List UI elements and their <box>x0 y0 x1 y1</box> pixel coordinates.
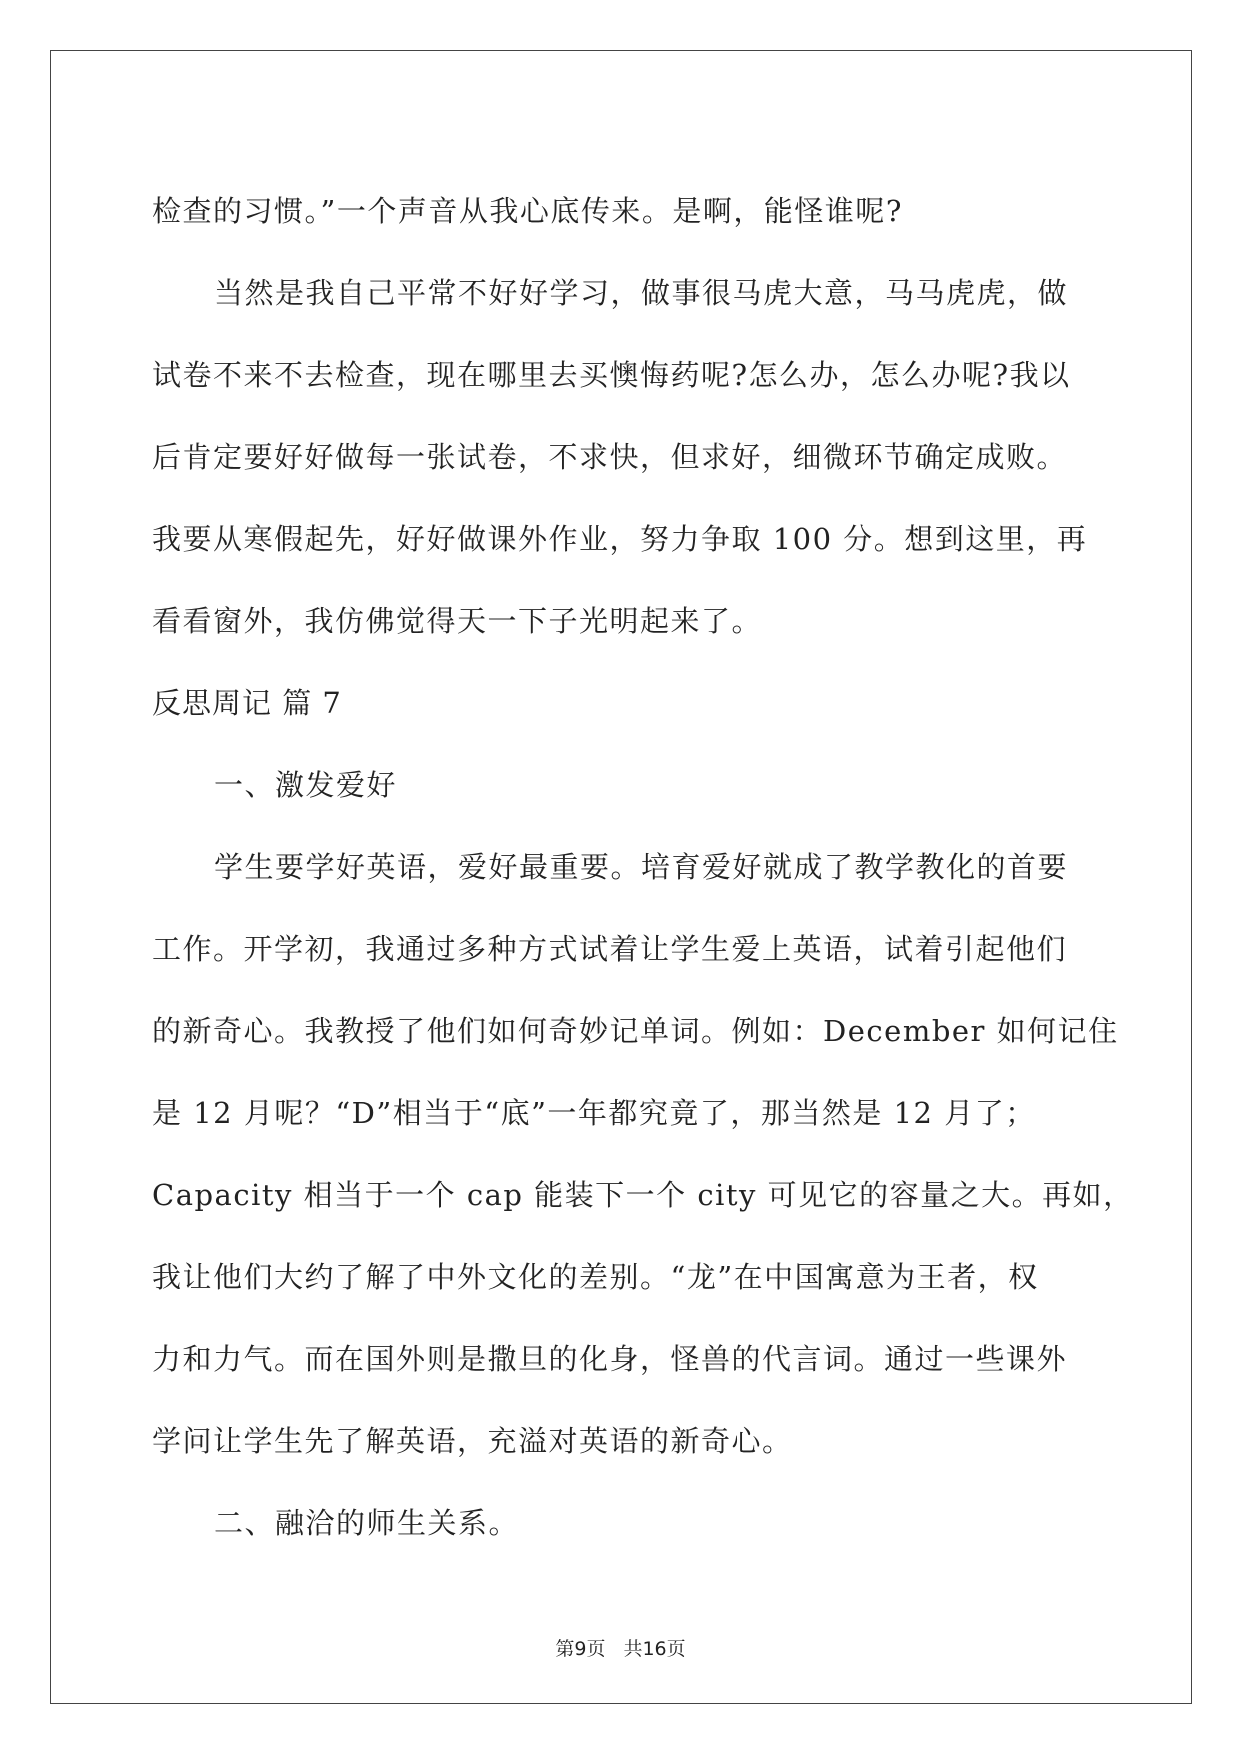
section-heading: 反思周记 篇 7 <box>152 686 342 720</box>
text-line-4: 后肯定要好好做每一张试卷，不求快，但求好，细微环节确定成败。 <box>152 440 1068 474</box>
total-prefix: 共 <box>623 1638 643 1660</box>
text-line-14: 我让他们大约了解了中外文化的差别。“龙”在中国寓意为王者，权 <box>152 1260 1039 1294</box>
text-line-5: 我要从寒假起先，好好做课外作业，努力争取 100 分。想到这里，再 <box>152 522 1088 556</box>
text-line-11: 的新奇心。我教授了他们如何奇妙记单词。例如：December 如何记住 <box>152 1014 1119 1048</box>
text-line-6: 看看窗外，我仿佛觉得天一下子光明起来了。 <box>152 604 763 638</box>
text-line-2: 当然是我自己平常不好好学习，做事很马虎大意，马马虎虎，做 <box>214 276 1069 310</box>
subheading-2: 二、融洽的师生关系。 <box>214 1506 520 1540</box>
text-line-1: 检查的习惯。”一个声音从我心底传来。是啊，能怪谁呢? <box>152 194 903 228</box>
text-line-3: 试卷不来不去检查，现在哪里去买懊悔药呢?怎么办，怎么办呢?我以 <box>152 358 1071 392</box>
page-number: 9 <box>574 1638 587 1660</box>
text-line-16: 学问让学生先了解英语，充溢对英语的新奇心。 <box>152 1424 793 1458</box>
text-line-12: 是 12 月呢？“D”相当于“底”一年都究竟了，那当然是 12 月了； <box>152 1096 1036 1130</box>
text-line-15: 力和力气。而在国外则是撒旦的化身，怪兽的代言词。通过一些课外 <box>152 1342 1068 1376</box>
total-suffix: 页 <box>666 1638 686 1660</box>
subheading-1: 一、激发爱好 <box>214 768 398 802</box>
text-line-9: 学生要学好英语，爱好最重要。培育爱好就成了教学教化的首要 <box>214 850 1069 884</box>
page-footer <box>0 1634 1241 1661</box>
page-suffix: 页 <box>586 1638 606 1660</box>
text-line-10: 工作。开学初，我通过多种方式试着让学生爱上英语，试着引起他们 <box>152 932 1068 966</box>
text-line-13: Capacity 相当于一个 cap 能装下一个 city 可见它的容量之大。再如， <box>152 1178 1134 1212</box>
document-body <box>152 170 1134 1564</box>
total-pages: 16 <box>642 1638 667 1660</box>
page-prefix: 第 <box>555 1638 575 1660</box>
